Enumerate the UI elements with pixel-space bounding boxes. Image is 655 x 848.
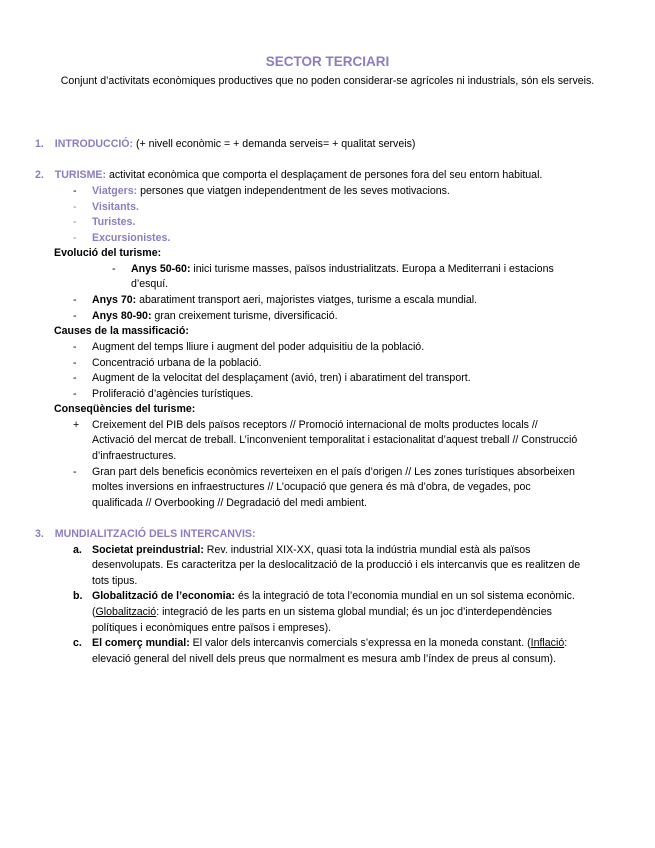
globalitzacio-definition: : integració de les parts en un sistema global mundial; és un joc d’interdependències bbox=[156, 606, 552, 618]
bullet-dash: - bbox=[73, 466, 77, 478]
section-1-heading: INTRODUCCIÓ: bbox=[54, 138, 134, 150]
inflacio-term: Inflació bbox=[530, 637, 565, 649]
bullet-dash: - bbox=[73, 372, 77, 384]
item-a-line-3: tots tipus. bbox=[92, 575, 138, 587]
item-c-marker: c. bbox=[73, 637, 82, 649]
turistes-item: Turistes. bbox=[92, 216, 136, 228]
item-b-text: és la integració de tota l’economia mundial en un sol sistema econòmic. bbox=[235, 590, 575, 602]
consequence-positive-line: Activació del mercat de treball. L’inconvenient temporalitat i estacionalitat d’aquest treball // Construcció bbox=[92, 434, 578, 446]
item-c bbox=[92, 637, 567, 649]
section-3 bbox=[35, 528, 255, 540]
bullet-dash: - bbox=[73, 388, 77, 400]
viatgers-text: persones que viatgen independentment de les seves motivacions. bbox=[137, 185, 450, 197]
cause-item: Augment del temps lliure i augment del poder adquisitiu de la població. bbox=[92, 341, 425, 353]
anys-80-90-text: gran creixement turisme, diversificació. bbox=[151, 310, 338, 322]
item-a-text: Rev. industrial XIX-XX, quasi tota la indústria mundial està als països bbox=[203, 544, 531, 556]
anys-50-60-label: Anys 50-60: bbox=[131, 263, 191, 275]
globalitzacio-term: Globalització bbox=[95, 606, 157, 618]
bullet-dash: - bbox=[73, 201, 77, 213]
item-a-marker: a. bbox=[73, 544, 82, 556]
section-2 bbox=[35, 169, 542, 181]
cause-item: Augment de la velocitat del desplaçament (avió, tren) i abaratiment del transport. bbox=[92, 372, 471, 384]
colon: : bbox=[564, 637, 568, 649]
item-c-label: El comerç mundial: bbox=[92, 637, 190, 649]
cause-item: Concentració urbana de la població. bbox=[92, 357, 262, 369]
section-1 bbox=[35, 138, 415, 150]
consequence-negative-line: qualificada // Overbooking // Degradació del medi ambient. bbox=[92, 497, 368, 509]
page-title: SECTOR TERCIARI bbox=[265, 54, 390, 69]
page-subtitle: Conjunt d’activitats econòmiques productives que no poden considerar-se agrícoles ni industrials, són els serveis. bbox=[60, 75, 595, 87]
item-b bbox=[92, 590, 575, 602]
item-b-line-2 bbox=[92, 606, 552, 618]
section-3-heading: MUNDIALITZACIÓ DELS INTERCANVIS: bbox=[54, 528, 256, 540]
consequence-negative-line: Gran part dels beneficis econòmics reverteixen en el país d’origen // Les zones turístiques absorbeixen bbox=[92, 466, 575, 478]
causes-heading: Causes de la massificació: bbox=[54, 325, 189, 337]
anys-70-text: abaratiment transport aeri, majoristes viatges, turisme a escala mundial. bbox=[136, 294, 478, 306]
bullet-dash: - bbox=[73, 232, 77, 244]
section-1-number: 1. bbox=[35, 138, 44, 150]
bullet-dash: - bbox=[73, 357, 77, 369]
bullet-dash: - bbox=[73, 341, 77, 353]
consequence-positive-line: d’infraestructures. bbox=[92, 450, 177, 462]
section-2-heading: TURISME: bbox=[54, 169, 106, 181]
paren-open: ( bbox=[92, 606, 96, 618]
anys-70-label: Anys 70: bbox=[92, 294, 137, 306]
viatgers-item bbox=[92, 185, 450, 197]
anys-70-item bbox=[92, 294, 477, 306]
bullet-dash: - bbox=[73, 310, 77, 322]
bullet-dash: - bbox=[73, 294, 77, 306]
item-c-line-2: elevació general del nivell dels preus que normalment es mesura amb l’índex de preus al consum). bbox=[92, 653, 557, 665]
consequence-positive-line: Creixement del PIB dels països receptors // Promoció internacional de molts productes locals // bbox=[92, 419, 538, 431]
evolucio-heading: Evolució del turisme: bbox=[54, 247, 162, 259]
anys-80-90-label: Anys 80-90: bbox=[92, 310, 152, 322]
item-b-label: Globalització de l’economia: bbox=[92, 590, 236, 602]
cause-item: Proliferació d’agències turístiques. bbox=[92, 388, 254, 400]
bullet-dash: - bbox=[112, 263, 116, 275]
section-2-number: 2. bbox=[35, 169, 44, 181]
item-c-text: El valor dels intercanvis comercials s’expressa en la moneda constant. ( bbox=[189, 637, 531, 649]
anys-50-60-text-cont: d’esquí. bbox=[131, 278, 169, 290]
anys-50-60-text: inici turisme masses, països industrialitzats. Europa a Mediterrani i estacions bbox=[190, 263, 554, 275]
bullet-dash: - bbox=[73, 216, 77, 228]
anys-50-60-item bbox=[131, 263, 554, 275]
bullet-dash: - bbox=[73, 185, 77, 197]
item-b-line-3: polítiques i econòmiques entre països i empreses). bbox=[92, 622, 332, 634]
section-1-text: (+ nivell econòmic = + demanda serveis= + qualitat serveis) bbox=[133, 138, 416, 150]
excursionistes-item: Excursionistes. bbox=[92, 232, 171, 244]
visitants-item: Visitants. bbox=[92, 201, 139, 213]
consequence-negative-line: moltes inversions en infraestructures // L’ocupació que genera és mà d’obra, de vegades, poc bbox=[92, 481, 531, 493]
anys-80-90-item bbox=[92, 310, 338, 322]
bullet-plus: + bbox=[73, 419, 80, 431]
section-3-number: 3. bbox=[35, 528, 44, 540]
item-a-line-2: desenvolupats. Es caracteritza per la deslocalització de la producció i els intercanvis que es realitzen de bbox=[92, 559, 581, 571]
section-2-text: activitat econòmica que comporta el desplaçament de persones fora del seu entorn habitual. bbox=[106, 169, 543, 181]
item-a bbox=[92, 544, 530, 556]
consequencies-heading: Conseqüències del turisme: bbox=[54, 403, 196, 415]
viatgers-label: Viatgers: bbox=[92, 185, 138, 197]
item-a-label: Societat preindustrial: bbox=[92, 544, 204, 556]
item-b-marker: b. bbox=[73, 590, 83, 602]
